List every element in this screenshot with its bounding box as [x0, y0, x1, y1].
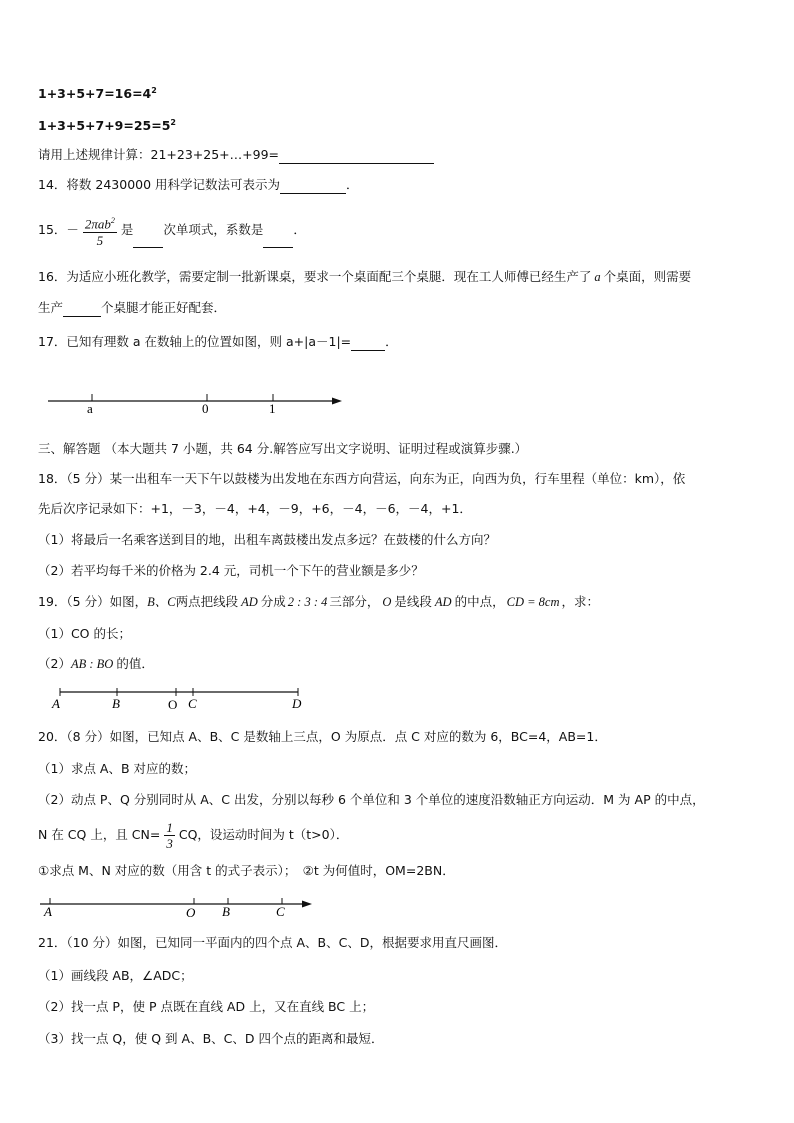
answer-blank[interactable]	[279, 149, 434, 164]
fraction: $\frac{1}{3}$	[166, 820, 173, 851]
question-20-subparts: ①求点 M、N 对应的数（用含 t 的式子表示）； ②t 为何值时，OM=2BN．	[38, 863, 455, 878]
question-16-line-1: 16．为适应小班化教学，需要定制一批新课桌，要求一个桌面配三个桌腿．现在工人师傅已经生产了 a 个桌面，则需要	[38, 269, 692, 284]
point-label-O: O	[168, 697, 178, 712]
question-18-part-1: （1）将最后一名乘客送到目的地，出租车离鼓楼出发点多远？在鼓楼的什么方向？	[38, 532, 496, 547]
point-label-B: B	[222, 904, 230, 919]
answer-blank[interactable]	[263, 233, 293, 248]
question-19-line-1: 19．（5 分）如图，B、C两点把线段 AD 分成 2 : 3 : 4 三部分， O 是线段 AD 的中点， CD = 8cm ，求：	[38, 594, 599, 609]
answer-blank[interactable]	[63, 302, 101, 317]
question-20-part-1: （1）求点 A、B 对应的数；	[38, 761, 197, 776]
q19-segment-figure	[51, 688, 302, 712]
formula-rule-question: 请用上述规律计算：21+23+25+…+99=	[38, 146, 434, 164]
question-18-line-1: 18．（5 分）某一出租车一天下午以鼓楼为出发地在东西方向营运，向东为正，向西为负，行车里程（单位：km），依	[38, 471, 686, 486]
section-3-heading: 三、解答题 （本大题共 7 小题，共 64 分.解答应写出文字说明、证明过程或演算步骤.）	[38, 441, 528, 456]
point-label-D: D	[292, 696, 302, 711]
question-16-line-2: 生产 个桌腿才能正好配套．	[38, 300, 227, 315]
answer-blank[interactable]	[351, 336, 385, 351]
question-20-part-2: （2）动点 P、Q 分别同时从 A、C 出发，分别以每秒 6 个单位和 3 个单位的速度沿数轴正方向运动．M 为 AP 的中点，	[38, 792, 705, 807]
point-label-O: O	[186, 905, 196, 920]
arrow-icon	[302, 901, 312, 908]
point-label-A: A	[52, 696, 60, 711]
point-label-C: C	[188, 696, 197, 711]
question-17: 17．已知有理数 a 在数轴上的位置如图，则 a+|a－1|= ．	[38, 334, 398, 349]
point-label-A: A	[44, 904, 52, 919]
axis-label-a: a	[87, 401, 93, 416]
question-14: 14．将数 2430000 用科学记数法可表示为 ．	[38, 177, 359, 192]
question-18-part-2: （2）若平均每千米的价格为 2.4 元，司机一个下午的营业额是多少？	[38, 563, 424, 578]
point-label-C: C	[276, 904, 285, 919]
question-20-line-1: 20．（8 分）如图，已知点 A、B、C 是数轴上三点，O 为原点．点 C 对应的数为 6，BC=4，AB=1．	[38, 729, 607, 744]
question-19-part-1: （1）CO 的长；	[38, 626, 131, 641]
point-label-B: B	[112, 696, 120, 711]
formula-line-1: $1+3+5+7=16=4^2$	[38, 86, 157, 102]
question-20-part-2-cont: N 在 CQ 上，且 CN= $\frac{1}{3}$ CQ，设运动时间为 t（t>0）．	[38, 820, 349, 851]
axis-label-0: 0	[202, 401, 209, 416]
question-21-part-3: （3）找一点 Q，使 Q 到 A、B、C、D 四个点的距离和最短．	[38, 1031, 384, 1046]
question-21-line-1: 21．（10 分）如图，已知同一平面内的四个点 A、B、C、D，根据要求用直尺画图．	[38, 935, 507, 950]
fraction: $\frac{2\pi ab^2}{5}$	[83, 213, 117, 247]
answer-blank[interactable]	[280, 179, 346, 194]
formula-line-2: $1+3+5+7+9=25=5^2$	[38, 118, 176, 134]
question-21-part-2: （2）找一点 P，使 P 点既在直线 AD 上，又在直线 BC 上；	[38, 999, 375, 1014]
question-18-line-2: 先后次序记录如下：+1，－3，－4，+4，－9，+6，－4，－6，－4，+1．	[38, 501, 472, 516]
q17-number-line	[48, 394, 342, 416]
question-21-part-1: （1）画线段 AB，∠ADC；	[38, 968, 193, 983]
question-19-part-2: （2）AB : BO 的值．	[38, 656, 154, 671]
q20-number-line	[40, 898, 312, 920]
axis-label-1: 1	[269, 401, 276, 416]
question-15: 15．－ $\frac{2\pi ab^2}{5}$ 是 次单项式，系数是 ．	[38, 212, 306, 248]
answer-blank[interactable]	[133, 233, 163, 248]
arrow-icon	[332, 398, 342, 405]
